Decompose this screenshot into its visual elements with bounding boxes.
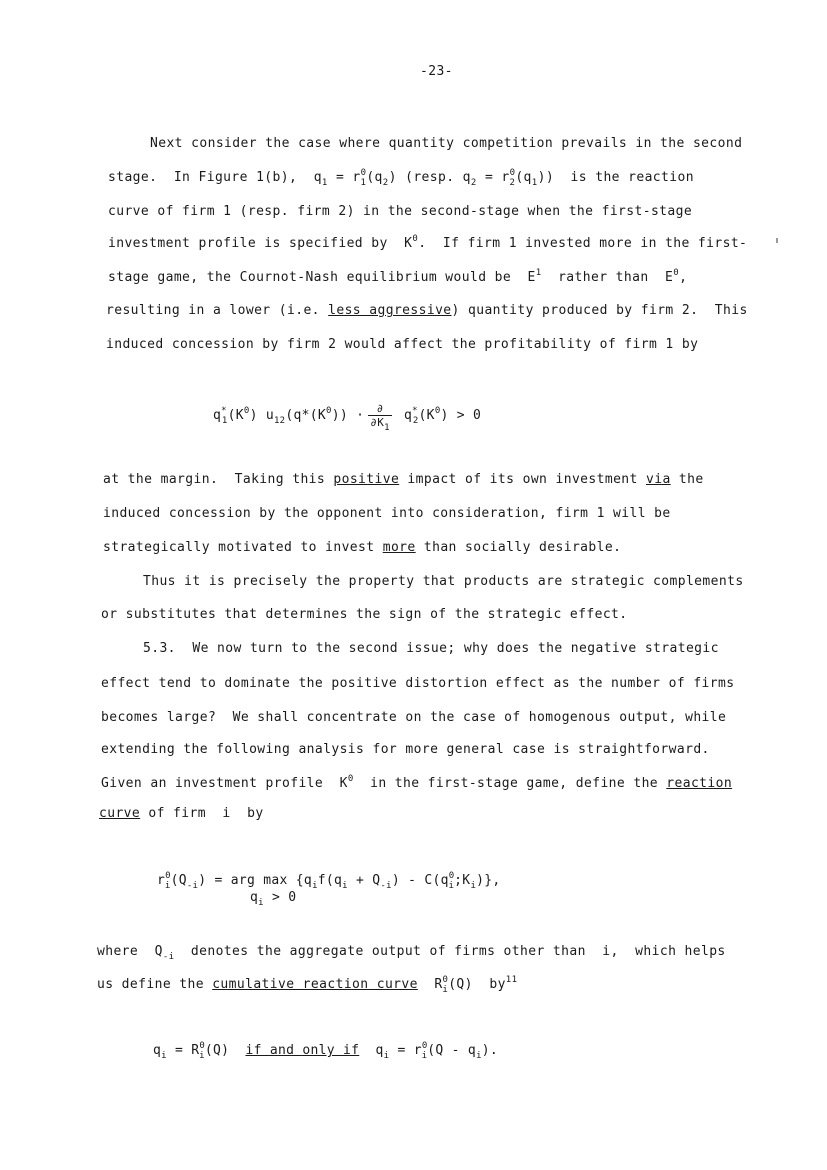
text-line: induced concession by firm 2 would affect the profitability of firm 1 by	[106, 337, 699, 352]
text-line: extending the following analysis for more general case is straightforward.	[101, 742, 710, 757]
footnote-ref: 11	[505, 975, 518, 985]
text-line: 5.3. We now turn to the second issue; why does the negative strategic	[143, 641, 719, 656]
emphasis: via	[646, 472, 671, 487]
text-line: at the margin. Taking this positive impact of its own investment via the	[103, 472, 704, 487]
text-line: induced concession by the opponent into consideration, firm 1 will be	[103, 506, 671, 521]
text-line: us define the cumulative reaction curve $R^0_i(Q)$ $by^{11}$	[97, 975, 518, 995]
text-line: Given an investment profile $K^0$ in the first-stage game, define the reaction	[101, 774, 733, 791]
emphasis: curve	[99, 806, 141, 821]
page-number: -23-	[420, 64, 453, 79]
text-line: or substitutes that determines the sign of the strategic effect.	[101, 607, 628, 622]
text-line: curve of firm 1 (resp. firm 2) in the second-stage when the first-stage	[108, 204, 693, 219]
text-line: investment profile is specified by $K^0$. If firm 1 invested more in the first-	[108, 234, 748, 251]
margin-mark	[776, 238, 778, 243]
text-line: stage game, the Cournot-Nash equilibrium would be $E^1$ rather than $E^0$,	[108, 268, 688, 285]
emphasis: more	[382, 540, 416, 555]
text-line: curve of firm i by	[99, 806, 264, 821]
argmax-constraint: $q_i > 0$	[250, 890, 297, 908]
text-line: Next consider the case where quantity competition prevails in the second	[150, 136, 743, 151]
text-line: resulting in a lower (i.e. less aggressive) quantity produced by firm 2. This	[106, 303, 748, 318]
emphasis: reaction	[666, 776, 733, 791]
text-line: strategically motivated to invest more than socially desirable.	[103, 540, 622, 555]
partial-derivative: $\frac{\partial}{\partial K_1}$	[370, 402, 390, 433]
equation-profitability: $q^*_1(K^0) u_{12}(q*(K^0))$ · $\frac{\partial}{\partial K_1}$ $q^*_2(K^0) > 0$	[213, 402, 482, 433]
text-line: Thus it is precisely the property that products are strategic complements	[143, 574, 744, 589]
text-line: stage. In Figure 1(b), $q_1 = r^0_1(q_2)$ (resp. $q_2 = r^0_2(q_1)$) is the reaction	[108, 168, 694, 188]
emphasis: cumulative reaction curve	[212, 977, 418, 992]
equation-cumulative-reaction: $q_i = R^0_i(Q)$ if and only if $q_i = r^0_i(Q - q_i)$.	[153, 1041, 499, 1061]
emphasis: less aggressive	[328, 303, 452, 318]
text-line: where $Q_{-i}$ denotes the aggregate output of firms other than i, which helps	[97, 944, 726, 962]
emphasis: positive	[333, 472, 400, 487]
equation-reaction-curve: $r^0_i(Q_{-i})$ = arg $\max \{q_if(q_i + Q_{-i})$ - $C(q^0_i;K_i)$},	[157, 871, 501, 891]
text-line: effect tend to dominate the positive distortion effect as the number of firms	[101, 676, 735, 691]
emphasis: if and only if	[245, 1043, 360, 1058]
text-line: becomes large? We shall concentrate on the case of homogenous output, while	[101, 710, 727, 725]
